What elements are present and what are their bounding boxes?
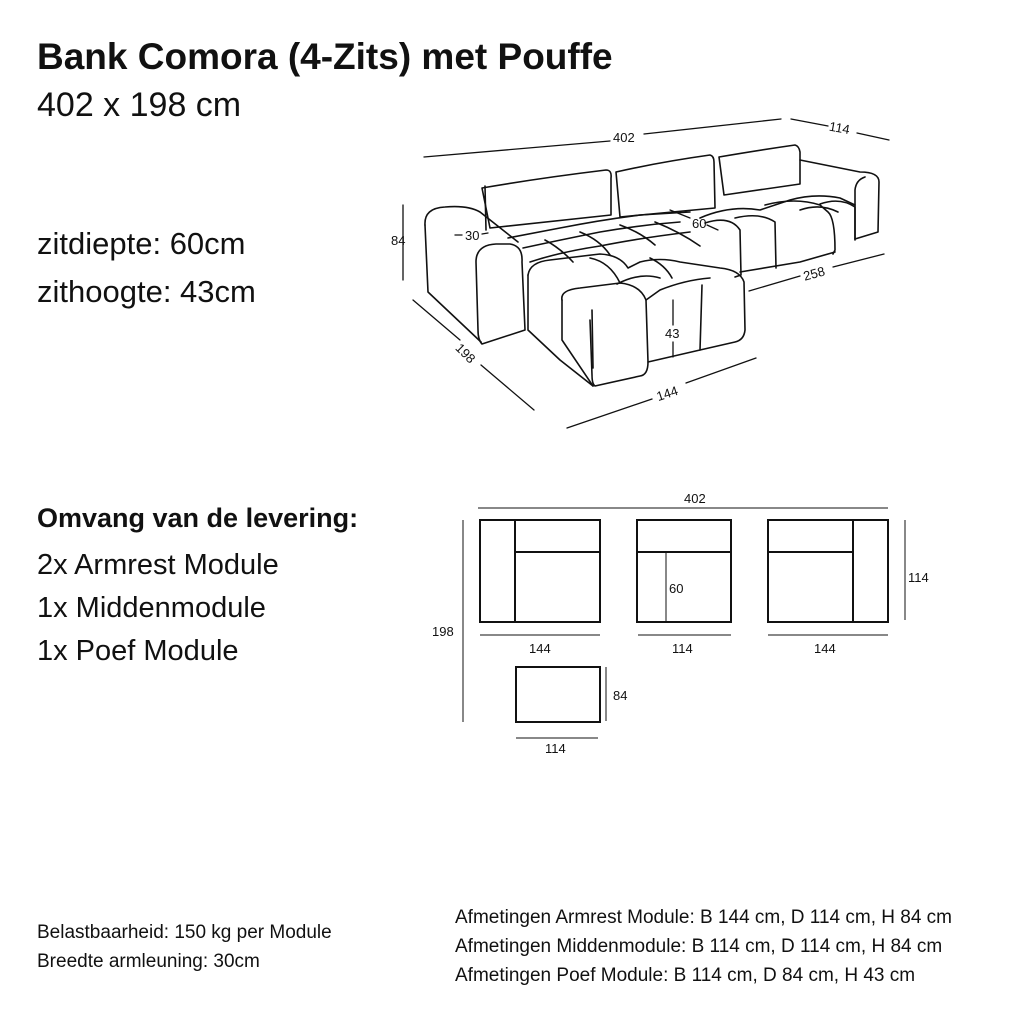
plan-total-width: 402: [684, 491, 706, 506]
armrest-module-right: [768, 520, 888, 622]
dim-seat-height: 43: [665, 326, 680, 341]
plan-pouf-width: 114: [545, 741, 566, 756]
plan-middle-width: 114: [672, 641, 693, 656]
plan-module-depth: 114: [908, 570, 929, 585]
plan-armrest-left-width: 144: [529, 641, 551, 656]
pouf-module-dimensions: Afmetingen Poef Module: B 114 cm, D 84 cm, H 43 cm: [455, 965, 916, 986]
dim-height: 84: [391, 233, 406, 248]
load-capacity: Belastbaarheid: 150 kg per Module: [37, 922, 332, 943]
product-dimensions: 402 x 198 cm: [37, 86, 242, 124]
dim-arm-width: 30: [465, 228, 480, 243]
plan-seat-depth: 60: [669, 581, 684, 596]
dim-right-length: 258: [801, 263, 827, 284]
plan-armrest-right-width: 144: [814, 641, 836, 656]
delivery-item: 2x Armrest Module: [37, 549, 279, 581]
product-title: Bank Comora (4-Zits) met Pouffe: [37, 36, 613, 77]
seat-height-spec: zithoogte: 43cm: [37, 274, 256, 309]
delivery-item: 1x Poef Module: [37, 635, 239, 667]
delivery-item: 1x Middenmodule: [37, 592, 266, 624]
pouf-module: [516, 667, 600, 722]
seat-depth-spec: zitdiepte: 60cm: [37, 226, 246, 261]
dim-depth-right: 114: [827, 118, 852, 138]
armrest-module-dimensions: Afmetingen Armrest Module: B 144 cm, D 114 cm, H 84 cm: [455, 907, 953, 928]
delivery-heading: Omvang van de levering:: [37, 503, 359, 533]
arm-width: Breedte armleuning: 30cm: [37, 951, 260, 972]
plan-total-depth: 198: [432, 624, 454, 639]
dim-depth-left: 198: [452, 340, 479, 367]
dim-seat-depth: 60: [692, 216, 707, 231]
dim-pouf-width: 144: [654, 382, 680, 404]
armrest-module-left: [480, 520, 600, 622]
middle-module: [637, 520, 731, 622]
middle-module-dimensions: Afmetingen Middenmodule: B 114 cm, D 114 cm, H 84 cm: [455, 936, 943, 957]
plan-pouf-depth: 84: [613, 688, 628, 703]
dim-width: 402: [613, 130, 635, 145]
